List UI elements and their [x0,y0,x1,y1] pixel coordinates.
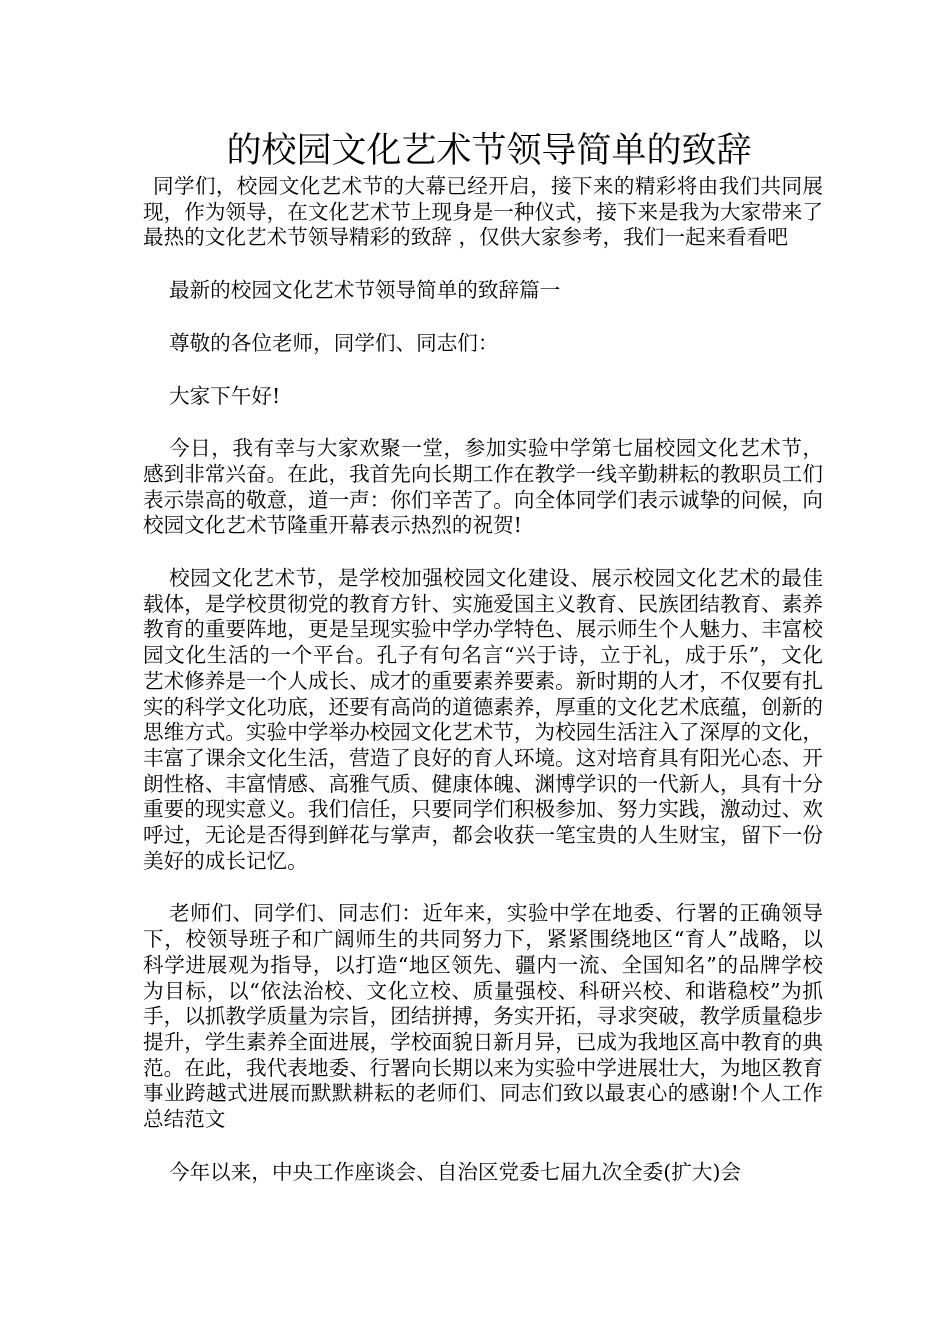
body-paragraph: 老师们、同学们、同志们：近年来，实验中学在地委、行署的正确领导下，校领导班子和广阔师生的共同努力下，紧紧围绕地区“育人”战略，以科学进展观为指导，以打造“地区领先、疆内一流、全国知名”的品牌学校为目标，以“依法治校、文化立校、质量强校、科研兴校、和谐稳校”为抓手，以抓教学质量为宗旨，团结拼搏，务实开拓，寻求突破，教学质量稳步提升，学生素养全面进展，学校面貌日新月异，已成为我地区高中教育的典范。在此，我代表地委、行署向长期以来为实验中学进展壮大，为地区教育事业跨越式进展而默默耕耘的老师们、同志们致以最衷心的感谢!个人工作总结范文 [143,901,823,1132]
intro-paragraph: 同学们，校园文化艺术节的大幕已经开启，接下来的精彩将由我们共同展现，作为领导，在文化艺术节上现身是一种仪式，接下来是我为大家带来了最热的文化艺术节领导精彩的致辞 ，仅供大家参考，我们一起来看看吧 [143,174,823,250]
document-title: 的校园文化艺术节领导简单的致辞 [226,131,752,171]
body-paragraph: 今年以来，中央工作座谈会、自治区党委七届九次全委(扩大)会 [169,1159,742,1184]
greeting: 大家下午好! [169,383,281,408]
body-paragraph: 校园文化艺术节，是学校加强校园文化建设、展示校园文化艺术的最佳载体，是学校贯彻党的教育方针、实施爱国主义教育、民族团结教育、素养教育的重要阵地，更是呈现实验中学办学特色、展示师生个人魅力、丰富校园文化生活的一个平台。孔子有句名言“兴于诗，立于礼，成于乐”，文化艺术修养是一个人成长、成才的重要素养要素。新时期的人才，不仅要有扎实的科学文化功底，还要有高尚的道德素养，厚重的文化艺术底蕴，创新的思维方式。实验中学举办校园文化艺术节，为校园生活注入了深厚的文化，丰富了课余文化生活，营造了良好的育人环境。这对培育具有阳光心态、开朗性格、丰富情感、高雅气质、健康体魄、渊博学识的一代新人，具有十分重要的现实意义。我们信任，只要同学们积极参加、努力实践，激动过、欢呼过，无论是否得到鲜花与掌声，都会收获一笔宝贵的人生财宝，留下一份美好的成长记忆。 [143,566,823,873]
body-paragraph: 今日，我有幸与大家欢聚一堂，参加实验中学第七届校园文化艺术节，感到非常兴奋。在此，我首先向长期工作在教学一线辛勤耕耘的教职员工们表示崇高的敬意，道一声：你们辛苦了。向全体同学们表示诚挚的问候，向校园文化艺术节隆重开幕表示热烈的祝贺! [143,436,823,538]
salutation: 尊敬的各位老师，同学们、同志们： [169,330,499,355]
section-heading: 最新的校园文化艺术节领导简单的致辞篇一 [169,278,561,303]
document-page [143,128,823,1186]
